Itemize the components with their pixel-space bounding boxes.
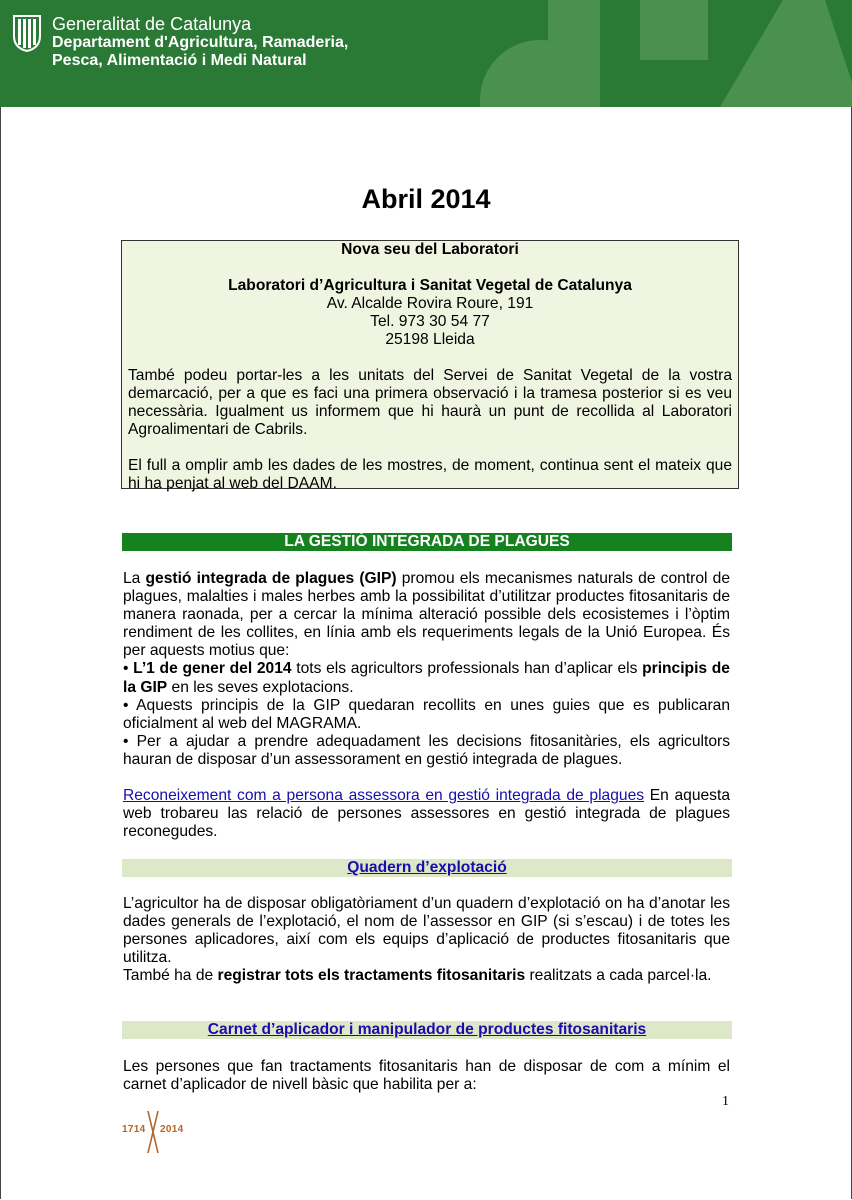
assessor-link[interactable]: Reconeixement com a persona assessora en gestió integrada de plagues [123, 787, 645, 805]
page-title: Abril 2014 [361, 184, 491, 214]
gip-body [123, 570, 730, 841]
header-decor [640, 0, 708, 60]
gip-bullet: • Aquests principis de la GIP quedaran recollits en unes guies que es publicaran oficialment al web del MAGRAMA. [123, 696, 730, 732]
quadern-paragraph: L’agricultor ha de disposar obligatòriament d’un quadern d’explotació on ha d’anotar les dades generals de l’explotació, el nom de l’assessor en GIP (si s’escau) i de totes les persones aplicadores, així com els equips d’aplicació de productes fitosanitaris que utilitza. [123, 895, 730, 967]
notice-paragraph: El full a omplir amb les dades de les mostres, de moment, continua sent el mateix que hi ha penjat al web del DAAM. [128, 457, 732, 492]
page-header [0, 0, 852, 107]
header-decor [720, 0, 852, 107]
cross-mark-icon [146, 1110, 160, 1154]
gip-bullet: • Per a ajudar a prendre adequadament les decisions fitosanitàries, els agricultors hauran de disposar d’un assessorament en gestió integrada de plagues. [123, 732, 730, 768]
carnet-body [123, 1058, 730, 1094]
quadern-section-title [122, 859, 732, 877]
quadern-paragraph: També ha de registrar tots els tractaments fitosanitaris realitzats a cada parcel·la. [123, 967, 712, 985]
notice-heading: Nova seu del Laboratori [341, 241, 519, 258]
gip-bullet: • L’1 de gener del 2014 tots els agricultors professionals han d’aplicar els principis de la GIP en les seves explotacions. [123, 660, 730, 696]
year-right: 2014 [160, 1124, 184, 1135]
quadern-body [123, 895, 730, 985]
generalitat-logo-icon [12, 14, 42, 52]
lab-city: 25198 Lleida [385, 331, 475, 348]
page-number: 1 [722, 1094, 729, 1109]
year-left: 1714 [122, 1124, 146, 1135]
notice-box [121, 240, 739, 492]
lab-name: Laboratori d’Agricultura i Sanitat Vegetal de Catalunya [228, 277, 632, 294]
lab-address: Av. Alcalde Rovira Roure, 191 [326, 295, 534, 312]
gip-link-paragraph: Reconeixement com a persona assessora en gestió integrada de plagues En aquesta web trobareu las relació de persones assessores en gestió integrada de plagues reconegudes. [123, 787, 730, 841]
department-name-line1: Departament d'Agricultura, Ramaderia, [52, 34, 349, 51]
header-decor [548, 0, 600, 107]
quadern-link[interactable]: Quadern d’explotació [347, 859, 507, 876]
carnet-link[interactable]: Carnet d’aplicador i manipulador de productes fitosanitaris [207, 1021, 647, 1038]
carnet-paragraph: Les persones que fan tractaments fitosanitaris han de disposar de com a mínim el carnet d’aplicador de nivell bàsic que habilita per a: [123, 1058, 730, 1094]
notice-paragraph: També podeu portar-les a les unitats del Servei de Sanitat Vegetal de la vostra demarcació, per a que es faci una primera observació i la tramesa posterior si es veu necessària. Igualment us informem que hi haurà un punt de recollida al Laboratori Agroalimentari de Cabrils. [128, 367, 732, 438]
department-name-line2: Pesca, Alimentació i Medi Natural [52, 52, 307, 69]
government-name: Generalitat de Catalunya [52, 14, 252, 34]
tricentenary-logo [122, 1110, 186, 1154]
carnet-section-title [122, 1021, 732, 1039]
lab-phone: Tel. 973 30 54 77 [370, 313, 490, 330]
gip-intro: La gestió integrada de plagues (GIP) promou els mecanismes naturals de control de plagues, malalties i males herbes amb la possibilitat d’utilitzar productes fitosanitaris de manera raonada, per a cercar la mínima alteració possible dels ecosistemes i l’òptim rendiment de les collites, en línia amb els requeriments legals de la Unió Europea. És per aquests motius que: [123, 570, 730, 660]
gip-section-title: LA GESTIÓ INTEGRADA DE PLAGUES [122, 533, 732, 551]
